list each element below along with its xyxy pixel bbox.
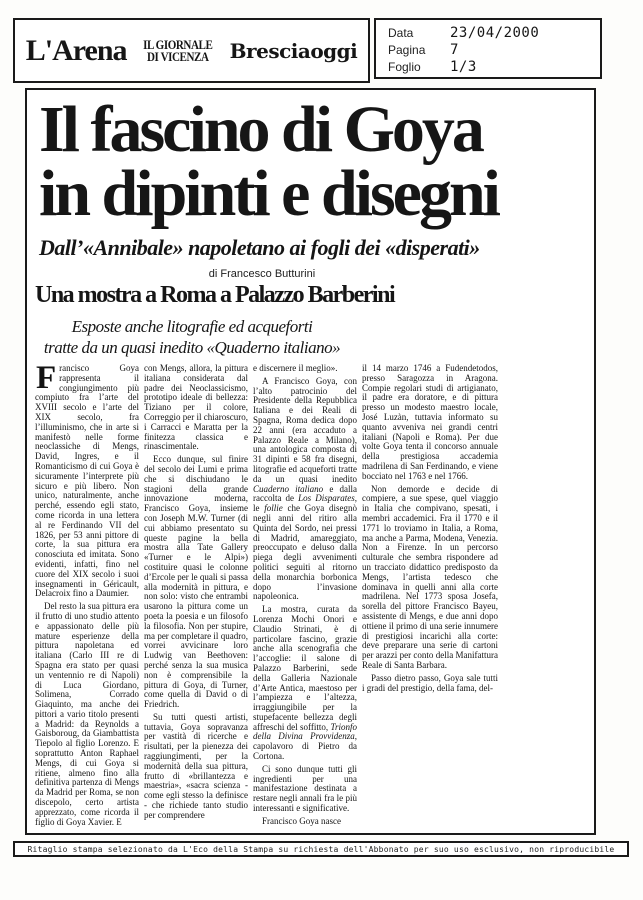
clipping-meta-box (374, 18, 602, 79)
logo-bresciaoggi: Bresciaoggi (229, 38, 358, 63)
headline-line2: in dipinti e disegni (39, 157, 499, 230)
logo-giornale-di-vicenza (143, 36, 213, 64)
deck-line1: Esposte anche litografie ed acqueforti (71, 317, 313, 336)
paragraph: A Francisco Goya, con l’alto patrocinio del Presidente della Repubblica Italiana e dei Reali di Spagna, Roma dedica dopo 22 anni (era accaduto a Palazzo Reale a Milano), una antologica composta di 31 dipinti e 58 fra disegni, litografie ed acqueforti tratte da un quasi inedito Cuaderno italiano e dalla raccolta de Los Disparates, le follie che Goya disegnò negli anni del ritiro alla Quinta del Sordo, nei pressi di Madrid, amareggiato, preoccupato e deluso dalla piega degli avvenimenti politici seguiti al ritorno della monarchia borbonica dopo l’invasione napoleonica. (253, 375, 357, 602)
footer-text: Ritaglio stampa selezionato da L'Eco della Stampa su richiesta dell'Abbonato per suo uso esclusivo, non riproducibile (27, 844, 615, 854)
meta-row-date (388, 25, 600, 42)
subhead: Dall’«Annibale» napoletano ai fogli dei «disperati» (39, 235, 480, 260)
paragraph: Ci sono dunque tutti gli ingredienti per una manifestazione destinata a restare negli annali fra le più interessanti e significative. (253, 763, 357, 814)
logo-gdv-line2: DI VICENZA (147, 48, 209, 64)
body-columns (35, 364, 593, 830)
logo-larena: L'Arena (25, 33, 127, 67)
kicker: Una mostra a Roma a Palazzo Barberini (35, 282, 395, 308)
meta-row-sheet (388, 59, 600, 76)
paragraph: Francisco Goya nasce (262, 815, 341, 826)
article (25, 88, 596, 835)
paragraph: Francisco Goya rappresenta il congiungimento più compiuto fra l’arte del XVIII secolo e l’arte del XIX secolo, fra l’illuminismo, che in arte si manifestò nelle forme neoclassiche di Mengs, David, Ingres, e il Romanticismo di cui Goya è sicuramente l’interprete più sicuro e più libero. Non unico, naturalmente, anche perché, essendo egli stato, come ricorda in una lettera al re Ferdinando VII del 1826, per 53 anni pittore di corte, la sua pittura era conosciuta ed imitata. Sono evidenti, infatti, fino nel cuore del XIX secolo i suoi insegnamenti in Géricault, Delacroix fino a Daumier. (35, 364, 139, 599)
masthead-box (13, 18, 370, 83)
paragraph: Non demorde e decide di compiere, a sue spese, quel viaggio in Italia che compivano, spesati, i membri accademici. Fra il 1770 e il 1771 lo troviamo in Italia, a Roma, ma anche a Parma, Modena, Venezia. Non a Firenze. In un percorso culturale che sembra rispondere ad un tracciato didattico predisposto da Mengs, l’artista tedesco che dominava in quelli anni alla corte madrilena. Nel 1773 sposa Josefa, sorella del pittore Francisco Bayeu, assistente di Mengs, e due anni dopo ottiene il primo di una serie innumere di prestigiosi incarichi alla corte: deve preparare una serie di cartoni per arazzi per conto della Manifattura Reale di Santa Barbara. (362, 483, 498, 670)
paragraph: La mostra, curata da Lorenza Mochi Onori e Claudio Strinati, è di particolare fascino, grazie anche alla scenografia che l’accoglie: il salone di Palazzo Barberini, sede della Galleria Nazionale d’Arte Antica, maestoso per l’ampiezza e l’altezza, irraggiungibile per la stupefacente bellezza degli affreschi del soffitto, Trionfo della Divina Provvidenza, capolavoro di Pietro da Cortona. (253, 604, 357, 762)
article-column-4 (362, 364, 498, 830)
paragraph: e discernere il meglio». (253, 364, 338, 373)
meta-value-sheet: 1/3 (450, 59, 477, 75)
paragraph: Passo dietro passo, Goya sale tutti i gradi del prestigio, della fama, del- (362, 672, 498, 693)
meta-value-page: 7 (450, 42, 459, 58)
paragraph: con Mengs, allora, la pittura italiana considerata dal padre dei Neoclassicismo, prototipo ideale di bellezza: Tiziano per il colore, Correggio per il chiaroscuro, i Carracci e Maratta per la finitezza classica e rinascimentale. (144, 364, 248, 452)
drop-cap: F (36, 364, 57, 396)
deck-line2: tratte da un quasi inedito «Quaderno italiano» (43, 338, 341, 357)
footer-strip (13, 841, 629, 857)
deck (27, 316, 357, 358)
paragraph: Del resto la sua pittura era il frutto di uno studio attento e appassionato delle più mature esperienze della pittura napoletana ed italiana (Carlo III re di Spagna era stato per quasi un ventennio re di Napoli) di Luca Giordano, Solimena, Corrado Giaquinto, ma anche dei pittori a vario titolo presenti a Madrid: da Reynolds a Gaisboroug, da Giambattista Tiepolo al figlio Lorenzo. E soprattutto Anton Raphael Mengs, di cui Goya si ritiene, almeno fino alla definitiva partenza di Mengs da Madrid per Roma, se non discepolo, certo artista apprezzato, come ricorda il figlio di Goya Xavier. E (35, 601, 139, 827)
paragraph: Su tutti questi artisti, tuttavia, Goya sopravanza per vastità di ricerche e risultati, per la pienezza dei raggiungimenti, per la modernità della sua pittura, frutto di «brillantezza e maestria», «sacra scienza - come egli stesso la definisce - che richiede tanto studio per comprendere (144, 711, 248, 820)
article-column-1 (35, 364, 139, 830)
byline: di Francesco Butturini (208, 268, 316, 280)
paragraph: Ecco dunque, sul finire del secolo dei Lumi e prima che si dischiudano le stagioni della grande innovazione moderna, Francisco Goya, insieme con Joseph M.W. Turner (di cui abbiamo presentato su queste pagine la bella mostra alla Tate Gallery «Turner e le Alpi») costituire quasi le colonne d’Ercole per le quali si passa alla modernità in pittura, e non solo: visto che entrambi usarono la pittura come un poeta la poesia e un filosofo la filosofia. Non per stupire, ma per completare il quadro, vorrei avvicinare loro Ludwig van Beethoven: perché senza la sua musica non è comprensibile la pittura di Goya, di Turner, come quella di David o di Friedrich. (144, 454, 248, 710)
meta-label-sheet: Foglio (388, 60, 421, 74)
headline-line1: Il fascino di Goya (39, 93, 482, 166)
meta-label-date: Data (388, 26, 414, 40)
meta-label-page: Pagina (388, 43, 426, 57)
meta-value-date: 23/04/2000 (450, 25, 540, 41)
logo-gdv-line1: IL GIORNALE (143, 36, 213, 52)
article-column-2 (144, 364, 248, 830)
meta-row-page (388, 42, 600, 59)
paragraph: il 14 marzo 1746 a Fudendetodos, presso Saragozza in Aragona. Compie regolari studi di artigianato, il padre era doratore, e di pittura presso un modesto maestro locale, José Luzàn, tuttavia informato su quanto avveniva nei grandi centri italiani (Napoli e Roma). Per due volte Goya tenta il concorso annuale della prestigiosa accademia madrilena di San Ferdinando, e viene bocciato nel 1763 e nel 1766. (362, 364, 498, 481)
article-column-3 (253, 364, 357, 830)
